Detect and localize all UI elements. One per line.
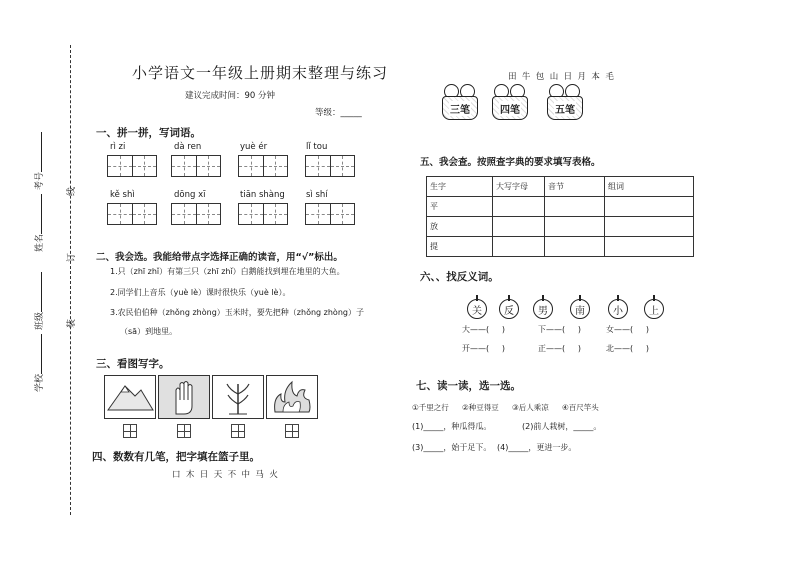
writing-grid[interactable]	[305, 155, 355, 177]
apple-character: 男	[533, 299, 553, 319]
writing-grid[interactable]	[238, 155, 288, 177]
sidebar-name: 姓名	[32, 194, 45, 252]
basket-four-strokes[interactable]	[490, 84, 530, 128]
table-row	[427, 217, 694, 237]
table-cell[interactable]	[605, 237, 694, 257]
table-cell[interactable]	[545, 197, 605, 217]
time-suggestion: 建议完成时间：90 分钟	[185, 91, 276, 101]
fill-line-4[interactable]: (4)_____，更进一步。	[497, 443, 577, 452]
table-cell[interactable]	[605, 197, 694, 217]
table-cell: 平	[427, 197, 493, 217]
table-cell[interactable]	[493, 217, 545, 237]
hand-picture	[158, 375, 210, 419]
section-6-title: 六、、找反义词。	[420, 271, 499, 283]
pinyin-5: kě shì	[110, 190, 135, 200]
question-2-3-cont: （sā）到地里。	[120, 327, 178, 336]
apple-character: 反	[499, 299, 519, 319]
antonym-item: 正——( )	[538, 344, 581, 353]
writing-grid[interactable]	[171, 155, 221, 177]
section-2-title: 二、我会选。我能给带点字选择正确的读音，用“√”标出。	[96, 252, 343, 263]
answer-box[interactable]	[177, 424, 191, 438]
dictionary-table	[426, 176, 694, 257]
plant-picture	[212, 375, 264, 419]
fire-picture	[266, 375, 318, 419]
table-header: 大写字母	[493, 177, 545, 197]
pinyin-6: dōng xī	[174, 190, 206, 200]
antonym-item: 大——( )	[462, 325, 505, 334]
question-2-1: 1.只（zhī zhǐ）有第三只（zhī zhǐ）白鹅能找到埋在地里的大鱼。	[110, 267, 345, 276]
section-1-title: 一、拼一拼，写词语。	[96, 127, 201, 139]
pinyin-1: rì zi	[110, 142, 126, 152]
section-3-title: 三、看图写字。	[96, 358, 170, 370]
pinyin-2: dà ren	[174, 142, 202, 152]
table-cell: 放	[427, 217, 493, 237]
table-cell[interactable]	[493, 197, 545, 217]
stroke-chars-list: 口 木 日 天 不 中 马 火	[172, 470, 278, 480]
antonym-item: 开——( )	[462, 344, 505, 353]
basket-three-strokes[interactable]	[440, 84, 480, 128]
fill-line-2[interactable]: (2)前人栽树，_____。	[522, 422, 602, 431]
writing-grid[interactable]	[305, 203, 355, 225]
cut-line-label: 线	[67, 186, 77, 196]
basket-label: 四笔	[499, 101, 521, 116]
table-cell[interactable]	[605, 217, 694, 237]
table-cell[interactable]	[545, 237, 605, 257]
option-4: ④百尺竿头	[562, 403, 599, 412]
pinyin-8: sì shí	[306, 190, 328, 200]
question-2-3: 3.农民伯伯种（zhǒng zhòng）玉米时，要先把种（zhǒng zhòng）子	[110, 308, 364, 317]
antonym-item: 北——( )	[606, 344, 649, 353]
section-4-title: 四、数数有几笔，把字填在篮子里。	[92, 451, 260, 463]
basket-five-strokes[interactable]	[545, 84, 585, 128]
basket-label: 三笔	[449, 101, 471, 116]
page-title: 小学语文一年级上册期末整理与练习	[132, 64, 389, 82]
binding-dashed-line	[70, 45, 71, 515]
table-cell[interactable]	[493, 237, 545, 257]
stroke-chars-list-2: 田 牛 包 山 日 月 本 毛	[508, 72, 614, 82]
apple-character: 关	[467, 299, 487, 319]
table-header: 生字	[427, 177, 493, 197]
writing-grid[interactable]	[107, 155, 157, 177]
pinyin-4: lǐ tou	[306, 142, 328, 152]
staple-label: 订	[67, 252, 77, 262]
answer-box[interactable]	[231, 424, 245, 438]
section-7-title: 七、读一读，选一选。	[416, 380, 521, 392]
fill-line-1[interactable]: (1)_____，种瓜得瓜。	[412, 422, 492, 431]
answer-box[interactable]	[285, 424, 299, 438]
writing-grid[interactable]	[171, 203, 221, 225]
writing-grid[interactable]	[107, 203, 157, 225]
sidebar-id: 考号	[32, 132, 45, 190]
apple-character: 南	[570, 299, 590, 319]
table-row	[427, 237, 694, 257]
fill-line-3[interactable]: (3)_____，始于足下。	[412, 443, 492, 452]
question-2-2: 2.同学们上音乐（yuè lè）课时很快乐（yuè lè）。	[110, 288, 291, 297]
bind-label: 装	[67, 318, 77, 328]
basket-label: 五笔	[554, 101, 576, 116]
sidebar-class: 班级	[32, 272, 45, 330]
table-cell[interactable]	[545, 217, 605, 237]
table-header: 音节	[545, 177, 605, 197]
table-cell: 提	[427, 237, 493, 257]
pinyin-3: yuè ér	[240, 142, 268, 152]
option-3: ③后人乘凉	[512, 403, 549, 412]
section-5-title: 五、我会查。按照查字典的要求填写表格。	[420, 157, 601, 168]
writing-grid[interactable]	[238, 203, 288, 225]
sidebar-school: 学校	[32, 334, 45, 392]
answer-box[interactable]	[123, 424, 137, 438]
antonym-item: 下——( )	[538, 325, 581, 334]
pinyin-7: tiān shàng	[240, 190, 285, 200]
option-1: ①千里之行	[412, 403, 449, 412]
mountain-picture	[104, 375, 156, 419]
option-2: ②种豆得豆	[462, 403, 499, 412]
apple-character: 上	[644, 299, 664, 319]
table-header: 组词	[605, 177, 694, 197]
grade-field: 等级：_____	[315, 108, 362, 118]
apple-character: 小	[608, 299, 628, 319]
table-row	[427, 197, 694, 217]
antonym-item: 女——( )	[606, 325, 649, 334]
